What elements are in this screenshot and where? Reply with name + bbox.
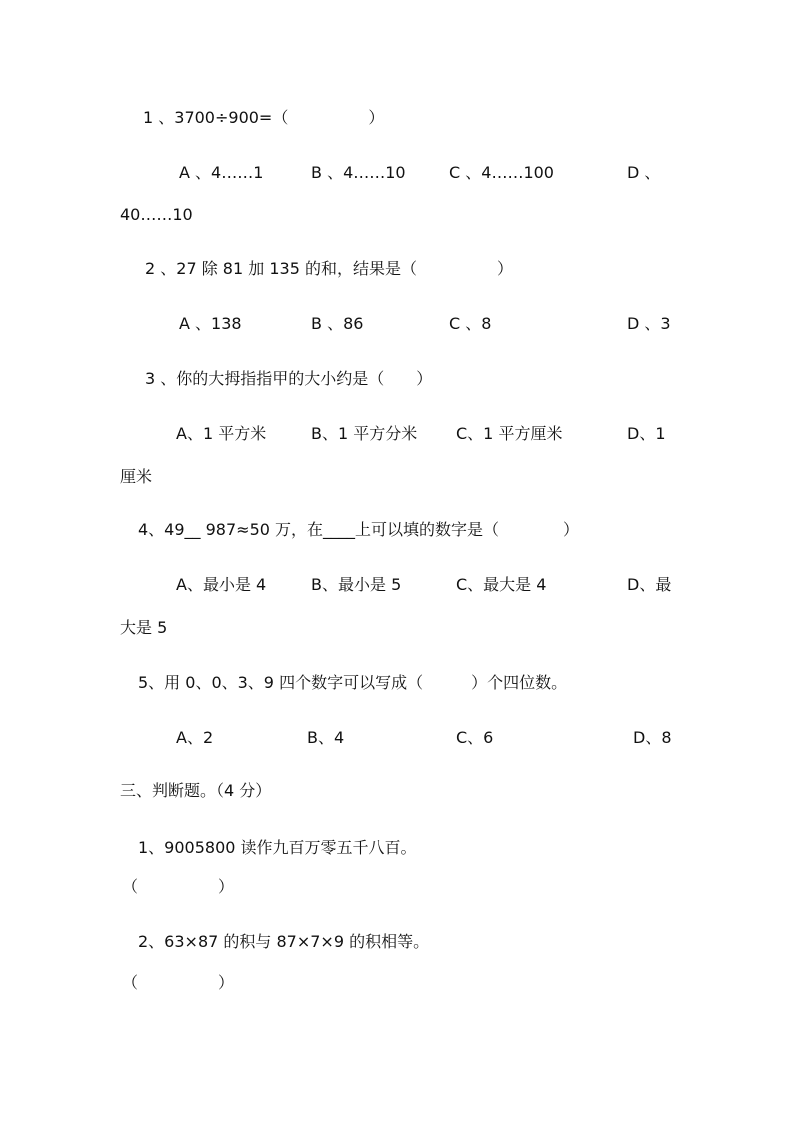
q2-stem: 2 、27 除 81 加 135 的和，结果是（ ） (145, 259, 513, 278)
q5-stem: 5、用 0、0、3、9 四个数字可以写成（ ）个四位数。 (138, 673, 568, 692)
j2-stem: 2、63×87 的积与 87×7×9 的积相等。 (138, 932, 430, 951)
q1-stem: 1 、3700÷900=（ ） (143, 108, 385, 127)
q1-option-b: B 、4……10 (311, 163, 406, 182)
q4-option-d-wrap: 大是 5 (120, 618, 168, 637)
j2-answer-blank: （ ） (122, 973, 235, 992)
q4-option-d: D、最 (627, 575, 672, 594)
section3-heading: 三、判断题。（4 分） (120, 781, 272, 800)
q5-option-c: C、6 (456, 728, 494, 747)
q1-option-d-wrap: 40……10 (120, 205, 193, 224)
q2-option-b: B 、86 (311, 314, 364, 333)
q4-option-b: B、最小是 5 (311, 575, 402, 594)
q1-option-a: A 、4……1 (179, 163, 264, 182)
q3-option-a: A、1 平方米 (176, 424, 267, 443)
q4-option-c: C、最大是 4 (456, 575, 547, 594)
q2-option-d: D 、3 (627, 314, 671, 333)
q3-option-d-wrap: 厘米 (120, 467, 153, 486)
q1-option-d: D 、 (627, 163, 661, 182)
q3-option-d: D、1 (627, 424, 666, 443)
q3-option-c: C、1 平方厘米 (456, 424, 563, 443)
q2-option-a: A 、138 (179, 314, 242, 333)
j1-stem: 1、9005800 读作九百万零五千八百。 (138, 838, 417, 857)
q1-option-c: C 、4……100 (449, 163, 554, 182)
q3-option-b: B、1 平方分米 (311, 424, 418, 443)
j1-answer-blank: （ ） (122, 877, 235, 896)
q2-option-c: C 、8 (449, 314, 492, 333)
q3-stem: 3 、你的大拇指指甲的大小约是（ ） (145, 369, 433, 388)
q5-option-a: A、2 (176, 728, 214, 747)
q4-stem: 4、49__ 987≈50 万，在____上可以填的数字是（ ） (138, 520, 580, 539)
q4-option-a: A、最小是 4 (176, 575, 267, 594)
q5-option-d: D、8 (633, 728, 672, 747)
q5-option-b: B、4 (307, 728, 345, 747)
